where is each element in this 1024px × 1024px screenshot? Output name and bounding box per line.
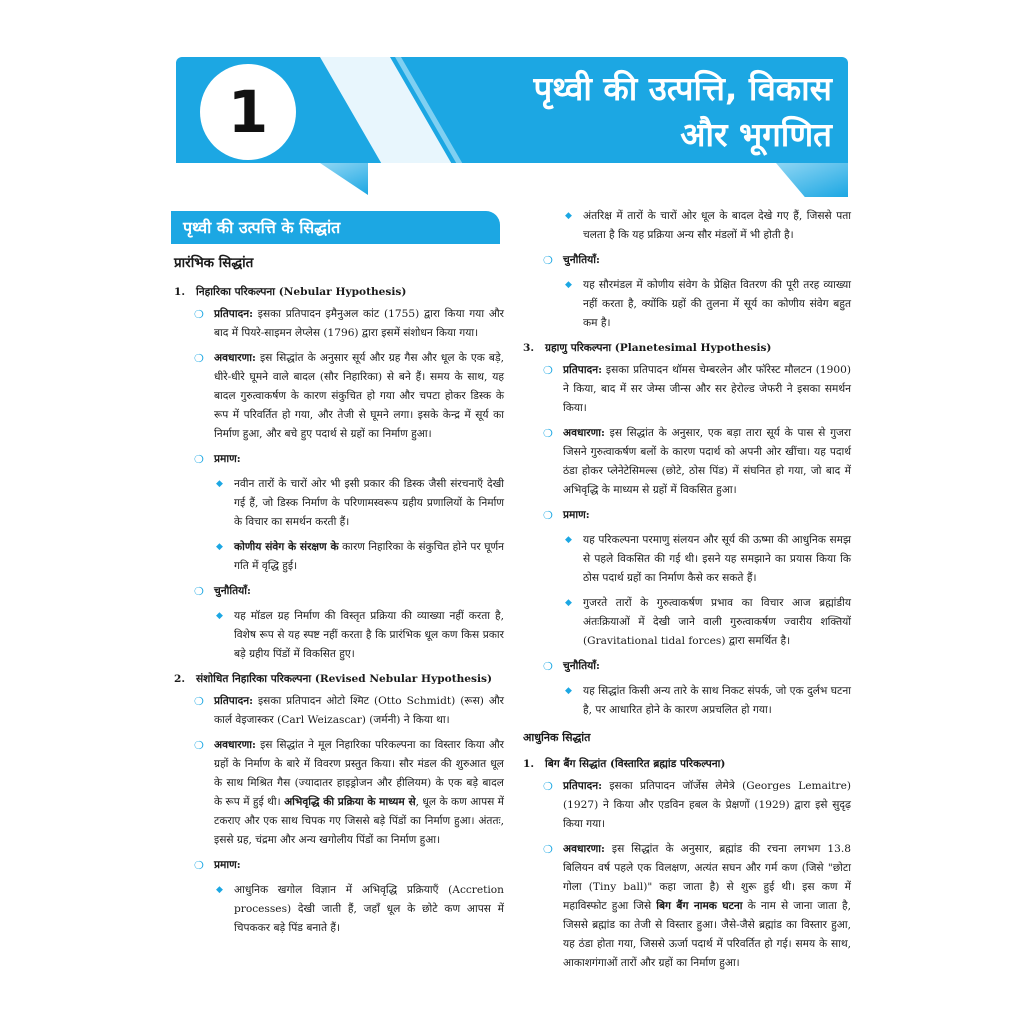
list-item xyxy=(194,692,504,730)
proposal-text: इसका प्रतिपादन जॉर्जेस लेमेत्रे (Georges Lemaitre) (1927) ने किया और एडविन हबल के प्रेक्षणों (1929) द्वारा इसे सुदृढ़ किया गया। xyxy=(563,780,851,830)
proposal-text: इसका प्रतिपादन ओटो श्मिट (Otto Schmidt) (रूस) और कार्ल वेइजास्कर (Carl Weizascar) (जर्मनी) ने किया था। xyxy=(214,695,504,726)
concept-text: इस सिद्धांत ने मूल निहारिका परिकल्पना का विस्तार किया और ग्रहों के निर्माण के बारे में विवरण प्रस्तुत किया। सौर मंडल की शुरुआत धूल के साथ मिश्रित गैस (ज्यादातर हाइड्रोजन और हीलियम) के एक बड़े बादल के रूप में हुई थी। xyxy=(214,739,504,808)
circle-bullet-icon: ❍ xyxy=(543,254,553,267)
subheading-modern-theories: आधुनिक सिद्धांत xyxy=(523,731,591,744)
chapter-title-line1: पृथ्वी की उत्पत्ति, विकास xyxy=(533,69,832,108)
label-challenges: चुनौतियाँ: xyxy=(563,254,600,266)
proposal-text: इसका प्रतिपादन इमैनुअल कांट (1755) द्वारा किया गया और बाद में पियरे-साइमन लेप्लेस (1796) द्वारा इसमें संशोधन किया गया। xyxy=(214,308,504,339)
challenge-text: यह सौरमंडल में कोणीय संवेग के प्रेक्षित वितरण की पूरी तरह व्याख्या नहीं करता है, क्योंकि ग्रहों की तुलना में सूर्य का कोणीय संवेग बहुत कम है। xyxy=(583,279,851,329)
circle-bullet-icon: ❍ xyxy=(194,308,204,321)
proposal-text: इसका प्रतिपादन थॉमस चेम्बरलेन और फॉरेस्ट मौलटन (1900) ने किया, बाद में सर जेम्स जीन्स और सर हेरोल्ड जेफरी ने इसका समर्थन किया। xyxy=(563,364,851,414)
right-column xyxy=(523,207,851,979)
evidence-text: अंतरिक्ष में तारों के चारों ओर धूल के बादल देखे गए हैं, जिससे पता चलता है कि यह प्रक्रिया अन्य सौर मंडलों में भी होती है। xyxy=(583,210,851,241)
item-number: 3. xyxy=(523,342,535,354)
list-item xyxy=(194,582,504,601)
item-number: 2. xyxy=(174,673,186,685)
list-item xyxy=(565,594,851,651)
list-item xyxy=(543,777,851,834)
numbered-item-revised-nebular xyxy=(174,670,504,689)
concept-bold: बिग बैंग नामक घटना xyxy=(656,900,743,912)
label-proposal: प्रतिपादन: xyxy=(563,780,602,792)
list-item xyxy=(216,538,504,576)
label-concept: अवधारणा: xyxy=(563,843,605,855)
left-column xyxy=(174,250,504,944)
list-item xyxy=(565,207,851,245)
numbered-item-planetesimal xyxy=(523,339,851,358)
circle-bullet-icon: ❍ xyxy=(543,427,553,440)
list-item xyxy=(194,305,504,343)
circle-bullet-icon: ❍ xyxy=(194,352,204,365)
evidence-text: नवीन तारों के चारों ओर भी इसी प्रकार की डिस्क जैसी संरचनाएँ देखी गई हैं, जो डिस्क निर्माण के परिणामस्वरूप ग्रहीय प्रणालियों के निर्माण के विचार का समर्थन करती हैं। xyxy=(234,478,504,528)
circle-bullet-icon: ❍ xyxy=(194,585,204,598)
diamond-bullet-icon: ◆ xyxy=(216,611,223,621)
chapter-title xyxy=(412,66,832,158)
diamond-bullet-icon: ◆ xyxy=(216,479,223,489)
item-number: 1. xyxy=(174,286,186,298)
list-item xyxy=(543,361,851,418)
circle-bullet-icon: ❍ xyxy=(194,739,204,752)
evidence-bold: कोणीय संवेग के संरक्षण के xyxy=(234,541,339,553)
circle-bullet-icon: ❍ xyxy=(543,660,553,673)
label-challenges: चुनौतियाँ: xyxy=(563,660,600,672)
circle-bullet-icon: ❍ xyxy=(194,695,204,708)
label-challenges: चुनौतियाँ: xyxy=(214,585,251,597)
circle-bullet-icon: ❍ xyxy=(194,859,204,872)
banner-ribbon-left xyxy=(320,163,368,195)
chapter-number: 1 xyxy=(227,78,269,146)
item-title: ग्रहाणु परिकल्पना (Planetesimal Hypothesis) xyxy=(545,342,772,354)
diamond-bullet-icon: ◆ xyxy=(565,211,572,221)
list-item xyxy=(543,506,851,525)
concept-bold: अभिवृद्धि की प्रक्रिया के माध्यम से xyxy=(284,796,416,808)
chapter-title-line2: और भूगणित xyxy=(680,115,832,154)
diamond-bullet-icon: ◆ xyxy=(565,280,572,290)
concept-text: इस सिद्धांत के अनुसार, ब्रह्मांड की रचना लगभग 13.8 बिलियन वर्ष पहले एक विलक्षण, अत्यंत सघन और गर्म कण (जिसे "छोटा गोला (Tiny ball)" कहा जाता है) से शुरू हुई थी। इस कण में महाविस्फोट हुआ जिसे xyxy=(563,843,851,912)
list-item xyxy=(194,349,504,444)
item-number: 1. xyxy=(523,758,535,770)
circle-bullet-icon: ❍ xyxy=(543,780,553,793)
list-item xyxy=(565,276,851,333)
list-item xyxy=(216,881,504,938)
section-heading: पृथ्वी की उत्पत्ति के सिद्धांत xyxy=(171,211,500,244)
list-item xyxy=(565,682,851,720)
concept-text: इस सिद्धांत के अनुसार, एक बड़ा तारा सूर्य के पास से गुजरा जिसने गुरुत्वाकर्षण बलों के कारण पदार्थ को अपनी ओर खींचा। यह पदार्थ ठंडा होकर प्लेनेटेसिमल्स (छोटे, ठोस पिंड) में संघनित हो गया, जो बाद में अभिवृद्धि के माध्यम से ग्रहों में विकसित हुआ। xyxy=(563,427,851,496)
concept-text: इस सिद्धांत के अनुसार सूर्य और ग्रह गैस और धूल के एक बड़े, धीरे-धीरे घूमने वाले बादल (सौर निहारिका) से बने हैं। समय के साथ, यह बादल गुरुत्वाकर्षण के कारण संकुचित हो गया और चपटा होकर डिस्क के रूप में परिवर्तित हो गया, और तेजी से घूमने लगा। इसके केन्द्र में सूर्य का निर्माण हुआ, और बचे हुए पदार्थ से ग्रहों का निर्माण हुआ। xyxy=(214,352,504,440)
circle-bullet-icon: ❍ xyxy=(194,453,204,466)
challenge-text: यह सिद्धांत किसी अन्य तारे के साथ निकट संपर्क, जो एक दुर्लभ घटना है, पर आधारित होने के कारण अप्रचलित हो गया। xyxy=(583,685,851,716)
list-item xyxy=(543,840,851,973)
subheading-early-theories: प्रारंभिक सिद्धांत xyxy=(174,255,254,271)
banner-ribbon-right xyxy=(776,163,848,197)
evidence-text: कारण निहारिका के संकुचित होने पर घूर्णन गति में वृद्धि हुई। xyxy=(234,541,505,572)
label-concept: अवधारणा: xyxy=(214,739,256,751)
item-title: संशोधित निहारिका परिकल्पना (Revised Nebular Hypothesis) xyxy=(196,673,492,685)
list-item xyxy=(543,251,851,270)
diamond-bullet-icon: ◆ xyxy=(565,535,572,545)
label-proposal: प्रतिपादन: xyxy=(214,695,253,707)
evidence-text: आधुनिक खगोल विज्ञान में अभिवृद्धि प्रक्रियाएँ (Accretion processes) देखी जाती हैं, जहाँ धूल के छोटे कण आपस में चिपककर बड़े पिंड बनाते हैं। xyxy=(234,884,504,934)
label-concept: अवधारणा: xyxy=(214,352,256,364)
label-evidence: प्रमाण: xyxy=(563,509,590,521)
diamond-bullet-icon: ◆ xyxy=(565,598,572,608)
label-proposal: प्रतिपादन: xyxy=(563,364,602,376)
list-item xyxy=(543,424,851,500)
list-item xyxy=(216,475,504,532)
circle-bullet-icon: ❍ xyxy=(543,364,553,377)
list-item xyxy=(194,450,504,469)
diamond-bullet-icon: ◆ xyxy=(565,686,572,696)
diamond-bullet-icon: ◆ xyxy=(216,542,223,552)
numbered-item-nebular xyxy=(174,283,504,302)
chapter-number-badge xyxy=(200,64,296,160)
list-item xyxy=(216,607,504,664)
concept-text: , धूल के कण आपस में टकराए और एक साथ चिपक गए जिससे बड़े पिंडों का निर्माण हुआ। अंततः, इससे ग्रह, चंद्रमा और अन्य खगोलीय पिंडों का निर्माण हुआ। xyxy=(214,796,504,846)
challenge-text: यह मॉडल ग्रह निर्माण की विस्तृत प्रक्रिया की व्याख्या नहीं करता है, विशेष रूप से यह स्पष्ट नहीं करता है कि प्रारंभिक धूल कण किस प्रकार बड़े ग्रहीय पिंडों में विकसित हुए। xyxy=(234,610,504,660)
numbered-item-big-bang xyxy=(523,755,851,774)
label-concept: अवधारणा: xyxy=(563,427,605,439)
item-title: निहारिका परिकल्पना (Nebular Hypothesis) xyxy=(196,286,407,298)
circle-bullet-icon: ❍ xyxy=(543,843,553,856)
list-item xyxy=(565,531,851,588)
list-item xyxy=(194,856,504,875)
evidence-text: गुजरते तारों के गुरुत्वाकर्षण प्रभाव का विचार आज ब्रह्मांडीय अंतःक्रियाओं में देखी जाने वाली गुरुत्वाकर्षण ज्वारीय शक्तियों (Gravitational tidal forces) द्वारा समर्थित है। xyxy=(583,597,851,647)
list-item xyxy=(194,736,504,850)
concept-text: के नाम से जाना जाता है, जिससे ब्रह्मांड का तेजी से विस्तार हुआ। जैसे-जैसे ब्रह्मांड का विस्तार हुआ, यह ठंडा होता गया, जिससे ऊर्जा पदार्थ में परिवर्तित हो गई। समय के साथ, आकाशगंगाओं तारों और ग्रहों का निर्माण हुआ। xyxy=(563,900,851,969)
item-title: बिग बैंग सिद्धांत (विस्तारित ब्रह्मांड परिकल्पना) xyxy=(545,758,726,770)
label-evidence: प्रमाण: xyxy=(214,453,241,465)
label-proposal: प्रतिपादन: xyxy=(214,308,253,320)
evidence-text: यह परिकल्पना परमाणु संलयन और सूर्य की ऊष्मा की आधुनिक समझ से पहले विकसित की गई थी। इसने यह समझाने का प्रयास किया कि ठोस पदार्थ ग्रहों का निर्माण कैसे कर सकते हैं। xyxy=(583,534,851,584)
label-evidence: प्रमाण: xyxy=(214,859,241,871)
diamond-bullet-icon: ◆ xyxy=(216,885,223,895)
list-item xyxy=(543,657,851,676)
circle-bullet-icon: ❍ xyxy=(543,509,553,522)
